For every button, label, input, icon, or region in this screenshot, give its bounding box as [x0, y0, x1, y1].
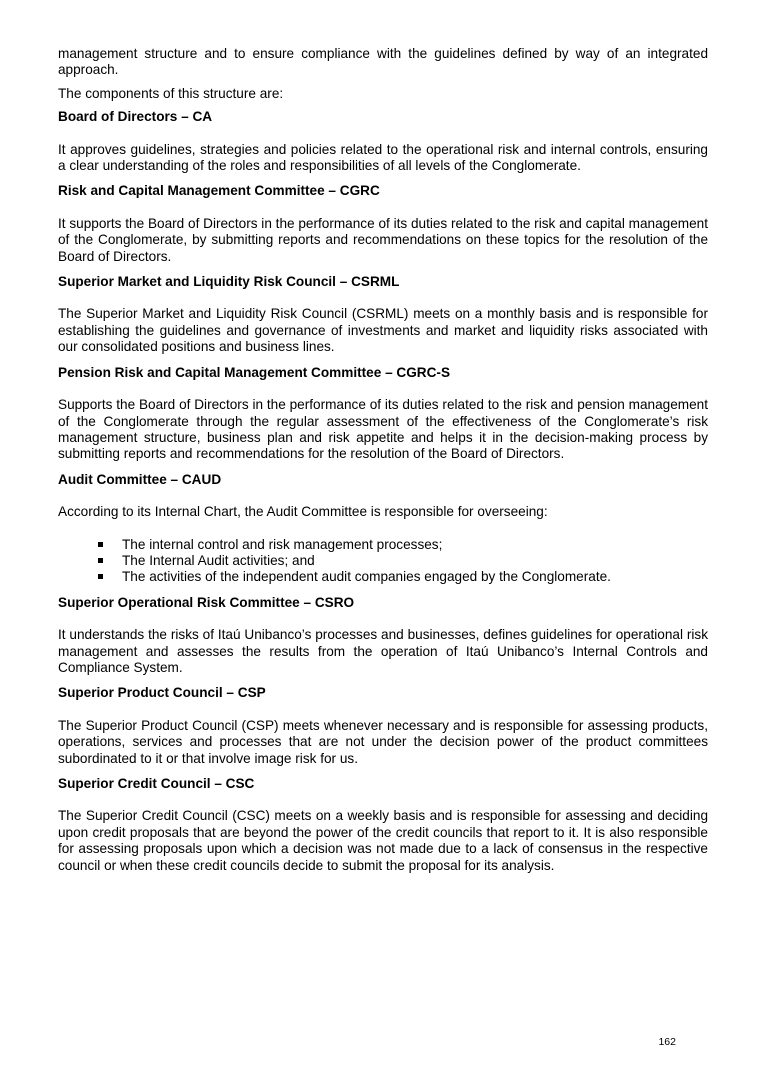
- section-body-caud: According to its Internal Chart, the Audit Committee is responsible for overseeing:: [58, 504, 548, 520]
- section-heading-cgrc: Risk and Capital Management Committee – CGRC: [58, 183, 380, 199]
- bullet-text: The internal control and risk management processes;: [122, 536, 443, 552]
- section-heading-csc: Superior Credit Council – CSC: [58, 776, 255, 791]
- section-body-csp: The Superior Product Council (CSP) meets whenever necessary and is responsible for assessing products, operations, services and processes that are not under the decision power of the product committees subordinated to it or that involve image risk for us.: [58, 717, 708, 766]
- bullet-item: [98, 553, 708, 569]
- components-lead-paragraph: The components of this structure are:: [58, 85, 284, 101]
- section-heading-caud: Audit Committee – CAUD: [58, 471, 222, 487]
- page-number: 162: [658, 1036, 676, 1048]
- section-heading-csrml: Superior Market and Liquidity Risk Council – CSRML: [58, 274, 400, 290]
- bullet-text: The Internal Audit activities; and: [122, 552, 315, 568]
- square-bullet-icon: [98, 542, 103, 547]
- bullet-text: The activities of the independent audit companies engaged by the Conglomerate.: [122, 569, 611, 585]
- square-bullet-icon: [98, 574, 103, 579]
- section-body-ca: It approves guidelines, strategies and policies related to the operational risk and internal controls, ensuring a clear understanding of the roles and responsibilities of all levels of the Conglomerate.: [58, 141, 708, 174]
- caud-bullet-list: [58, 537, 708, 586]
- section-heading-csp: Superior Product Council – CSP: [58, 685, 266, 701]
- bullet-item: [98, 537, 708, 553]
- section-body-csc: The Superior Credit Council (CSC) meets on a weekly basis and is responsible for assessing and deciding upon credit proposals that are beyond the power of the credit councils that report to it. It is also responsible for assessing proposals upon which a decision was not made due to a lack of consensus in the respective council or when these credit councils decide to submit the proposal for its analysis.: [58, 808, 708, 873]
- section-heading-cgrc-s: Pension Risk and Capital Management Committee – CGRC-S: [58, 364, 451, 380]
- section-body-cgrc-s: Supports the Board of Directors in the performance of its duties related to the risk and pension management of the Conglomerate through the regular assessment of the effectiveness of the Conglomerate’s risk management structure, business plan and risk appetite and helps it in the decision-making process by submitting reports and recommendations for the resolution of the Board of Directors.: [58, 397, 708, 462]
- square-bullet-icon: [98, 558, 103, 563]
- section-heading-csro: Superior Operational Risk Committee – CSRO: [58, 594, 355, 610]
- document-page: [58, 46, 708, 883]
- section-body-csrml: The Superior Market and Liquidity Risk Council (CSRML) meets on a monthly basis and is responsible for establishing the guidelines and governance of investments and market and liquidity risks associated with our consolidated positions and business lines.: [58, 306, 708, 355]
- section-heading-ca: Board of Directors – CA: [58, 109, 213, 125]
- section-body-cgrc: It supports the Board of Directors in the performance of its duties related to the risk and capital management of the Conglomerate, by submitting reports and recommendations on these topics for the resolution of the Board of Directors.: [58, 215, 708, 264]
- intro-paragraph: management structure and to ensure compliance with the guidelines defined by way of an integrated approach.: [58, 46, 708, 78]
- bullet-item: [98, 569, 708, 585]
- section-body-csro: It understands the risks of Itaú Unibanco’s processes and businesses, defines guidelines for operational risk management and assesses the results from the operation of Itaú Unibanco’s Internal Controls and Compliance System.: [58, 627, 708, 675]
